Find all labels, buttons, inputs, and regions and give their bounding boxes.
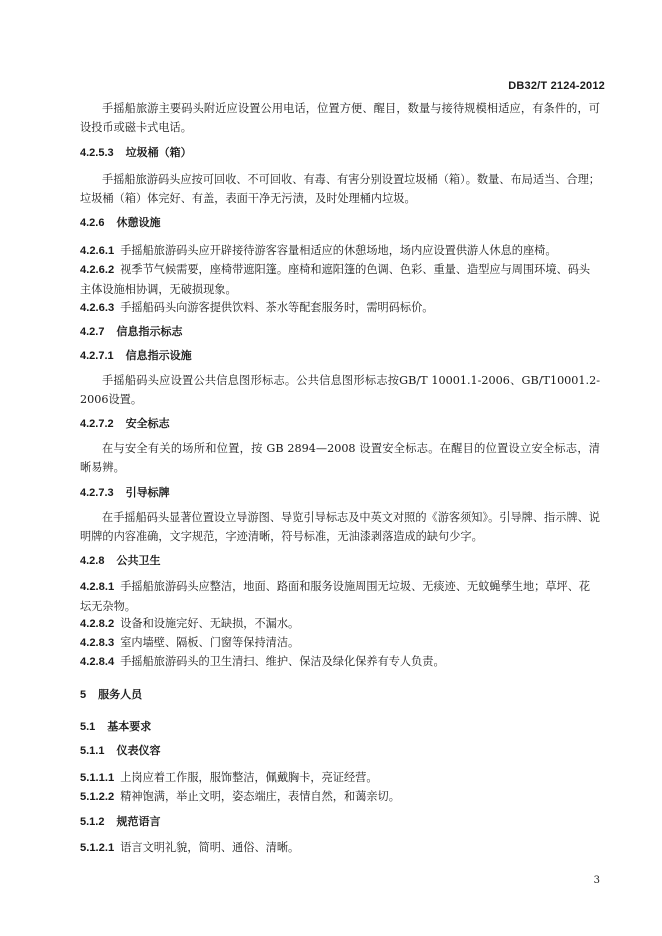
item-4-2-8-1 bbox=[80, 577, 600, 616]
section-title: 安全标志 bbox=[125, 418, 170, 430]
item-number: 5.1.1.1 bbox=[80, 772, 115, 784]
section-number: 4.2.5.3 bbox=[80, 147, 114, 159]
heading-4-2-7 bbox=[80, 323, 600, 342]
section-title: 垃圾桶（箱） bbox=[125, 147, 192, 159]
section-title: 引导标牌 bbox=[125, 487, 170, 499]
section-title: 基本要求 bbox=[107, 721, 152, 733]
paragraph-guide-signs: 在手摇船码头显著位置设立导游图、导览引导标志及中英文对照的《游客须知》。引导牌、指示牌、说明牌的内容准确，文字规范，字迹清晰，符号标准，无油漆剥落造成的缺句少字。 bbox=[80, 511, 600, 543]
paragraph-info-signs: 手摇船码头应设置公共信息图形标志。公共信息图形标志按GB/T 10001.1-2006、GB/T10001.2-2006设置。 bbox=[80, 374, 600, 406]
item-text: 手摇船旅游码头应开辟接待游客容量相适应的休憩场地，场内应设置供游人休息的座椅。 bbox=[120, 244, 557, 257]
section-title: 休憩设施 bbox=[116, 217, 161, 229]
item-4-2-6-1 bbox=[80, 241, 600, 261]
item-number: 4.2.8.4 bbox=[80, 656, 115, 668]
item-text: 手摇船旅游码头的卫生清扫、维护、保洁及绿化保养有专人负责。 bbox=[120, 655, 445, 668]
item-text: 手摇船码头向游客提供饮料、茶水等配套服务时，需明码标价。 bbox=[120, 301, 434, 314]
heading-4-2-7-2 bbox=[80, 415, 600, 434]
item-number: 5.1.2.2 bbox=[80, 791, 115, 803]
section-number: 5.1.1 bbox=[80, 745, 105, 757]
heading-5-1-1 bbox=[80, 742, 600, 761]
section-title: 仪表仪容 bbox=[116, 745, 161, 757]
section-number: 5 bbox=[80, 689, 87, 701]
paragraph-safety-signs: 在与安全有关的场所和位置，按 GB 2894—2008 设置安全标志。在醒目的位置设立安全标志，清晰易辨。 bbox=[80, 442, 600, 474]
document-code: DB32/T 2124-2012 bbox=[508, 80, 605, 92]
item-4-2-8-2 bbox=[80, 614, 600, 634]
heading-5-1 bbox=[80, 718, 600, 737]
section-title: 规范语言 bbox=[116, 816, 161, 828]
item-text: 上岗应着工作服，服饰整洁，佩戴胸卡，亮证经营。 bbox=[120, 771, 378, 784]
item-5-1-1-1 bbox=[80, 768, 600, 788]
section-number: 4.2.7.1 bbox=[80, 350, 114, 362]
item-number: 4.2.8.1 bbox=[80, 581, 115, 593]
heading-5 bbox=[80, 686, 600, 705]
item-4-2-6-3 bbox=[80, 298, 600, 318]
paragraph-trash-bins: 手摇船旅游码头应按可回收、不可回收、有毒、有害分别设置垃圾桶（箱）。数量、布局适当、合理；垃圾桶（箱）体完好、有盖，表面干净无污渍，及时处理桶内垃圾。 bbox=[80, 173, 600, 205]
heading-4-2-5-3 bbox=[80, 144, 600, 163]
item-text: 室内墙壁、隔板、门窗等保持清洁。 bbox=[120, 636, 300, 649]
section-number: 5.1.2 bbox=[80, 816, 105, 828]
item-text: 精神饱满，举止文明，姿态端庄，表情自然，和蔼亲切。 bbox=[120, 790, 400, 803]
item-number: 4.2.6.3 bbox=[80, 302, 115, 314]
item-4-2-8-4 bbox=[80, 652, 600, 672]
heading-4-2-7-3 bbox=[80, 484, 600, 503]
heading-5-1-2 bbox=[80, 813, 600, 832]
item-number: 4.2.8.2 bbox=[80, 618, 115, 630]
page-number: 3 bbox=[593, 875, 600, 886]
item-4-2-6-2 bbox=[80, 260, 600, 299]
section-number: 4.2.7.3 bbox=[80, 487, 114, 499]
section-number: 4.2.7.2 bbox=[80, 418, 114, 430]
item-number: 4.2.8.3 bbox=[80, 637, 115, 649]
section-title: 信息指示标志 bbox=[116, 326, 183, 338]
section-title: 公共卫生 bbox=[116, 555, 161, 567]
section-number: 4.2.8 bbox=[80, 555, 105, 567]
item-text: 手摇船旅游码头应整洁，地面、路面和服务设施周围无垃圾、无痰迹、无蚊蝇孳生地；草坪、花坛无杂物。 bbox=[80, 580, 591, 613]
paragraph-public-phone: 手摇船旅游主要码头附近应设置公用电话，位置方便、醒目，数量与接待规模相适应，有条件的，可设投币或磁卡式电话。 bbox=[80, 102, 600, 134]
heading-4-2-7-1 bbox=[80, 347, 600, 366]
section-title: 服务人员 bbox=[98, 689, 143, 701]
item-4-2-8-3 bbox=[80, 633, 600, 653]
section-number: 5.1 bbox=[80, 721, 96, 733]
item-5-1-2-1 bbox=[80, 838, 600, 858]
heading-4-2-6 bbox=[80, 214, 600, 233]
heading-4-2-8 bbox=[80, 552, 600, 571]
item-5-1-2-2 bbox=[80, 787, 600, 807]
item-text: 视季节气候需要，座椅带遮阳篷。座椅和遮阳篷的色调、色彩、重量、造型应与周围环境、码头主体设施相协调，无破损现象。 bbox=[80, 263, 591, 296]
section-title: 信息指示设施 bbox=[125, 350, 192, 362]
section-number: 4.2.6 bbox=[80, 217, 105, 229]
item-number: 4.2.6.1 bbox=[80, 245, 115, 257]
item-text: 设备和设施完好、无缺损，不漏水。 bbox=[120, 617, 300, 630]
item-number: 5.1.2.1 bbox=[80, 842, 115, 854]
section-number: 4.2.7 bbox=[80, 326, 105, 338]
item-text: 语言文明礼貌，简明、通俗、清晰。 bbox=[120, 841, 300, 854]
item-number: 4.2.6.2 bbox=[80, 264, 115, 276]
